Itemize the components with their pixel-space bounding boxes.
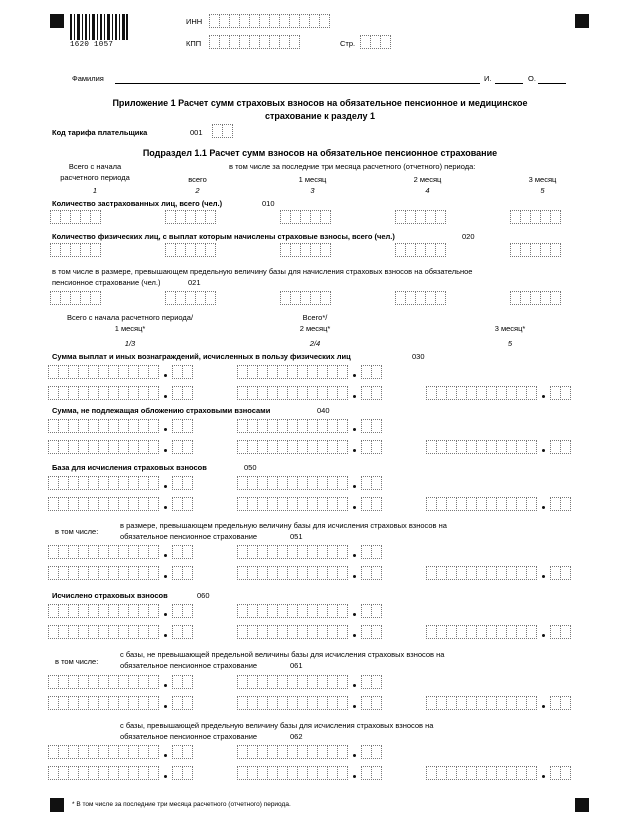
input-cell[interactable]	[337, 625, 348, 639]
row-020-field-4[interactable]	[395, 243, 445, 257]
row-061-field-1-3-kopecks[interactable]	[172, 675, 192, 689]
row-060-field-1-3[interactable]	[48, 604, 158, 618]
row-030-field-5[interactable]	[426, 386, 536, 400]
row-030-field-2-4-b[interactable]	[237, 386, 347, 400]
row-061-field-2-4-b-kopecks[interactable]	[361, 696, 381, 710]
input-cell[interactable]	[560, 386, 571, 400]
input-cell[interactable]	[289, 35, 300, 49]
input-cell[interactable]	[371, 440, 382, 454]
row-030-field-2-4[interactable]	[237, 365, 347, 379]
row-051-incl-label: в том числе:	[55, 527, 99, 536]
row-021-label-line2: пенсионное страхование (чел.)	[52, 278, 161, 287]
row-040-field-5[interactable]	[426, 440, 536, 454]
row-030-field-1-3-b-kopecks[interactable]	[172, 386, 192, 400]
row-051-label-line2: обязательное пенсионное страхование	[120, 532, 258, 541]
input-cell[interactable]	[371, 476, 382, 490]
input-cell[interactable]	[371, 745, 382, 759]
decimal-separator	[164, 374, 167, 377]
input-cell[interactable]	[148, 365, 159, 379]
input-cell[interactable]	[182, 365, 193, 379]
input-cell[interactable]	[526, 766, 537, 780]
input-cell[interactable]	[148, 545, 159, 559]
row-050-label: База для исчисления страховых взносов	[52, 463, 207, 472]
col2-num-3: 5	[507, 339, 513, 348]
col2-num-1: 1/3	[124, 339, 136, 348]
row-010-label: Количество застрахованных лиц, всего (чел.)	[52, 199, 223, 208]
input-cell[interactable]	[371, 566, 382, 580]
col2-num-2: 2/4	[309, 339, 321, 348]
inn-field[interactable]	[209, 14, 329, 28]
input-cell[interactable]	[148, 386, 159, 400]
row-040-field-2-4[interactable]	[237, 419, 347, 433]
decimal-separator	[353, 485, 356, 488]
input-cell[interactable]	[90, 210, 101, 224]
row-051-field-1-3-b-kopecks[interactable]	[172, 566, 192, 580]
decimal-separator	[353, 374, 356, 377]
decimal-separator	[353, 428, 356, 431]
row-050-code: 050	[244, 463, 257, 472]
row-060-field-2-4-kopecks[interactable]	[361, 604, 381, 618]
inn-label: ИНН	[186, 17, 203, 26]
row-021-field-5[interactable]	[510, 291, 560, 305]
input-cell[interactable]	[148, 696, 159, 710]
input-cell[interactable]	[148, 476, 159, 490]
input-cell[interactable]	[320, 243, 331, 257]
tariff-code: 001	[190, 128, 203, 137]
page-number-field[interactable]	[360, 35, 390, 49]
input-cell[interactable]	[182, 476, 193, 490]
input-cell[interactable]	[560, 497, 571, 511]
row-021-label-line1: в том числе в размере, превышающем предельную величину базы для начисления страховых взносов на обязательное	[52, 267, 473, 276]
input-cell[interactable]	[182, 497, 193, 511]
input-cell[interactable]	[371, 365, 382, 379]
input-cell[interactable]	[205, 243, 216, 257]
decimal-separator	[353, 575, 356, 578]
decimal-separator	[164, 506, 167, 509]
input-cell[interactable]	[560, 766, 571, 780]
col-month2: 2 месяц	[413, 175, 442, 184]
decimal-separator	[353, 395, 356, 398]
input-cell[interactable]	[182, 545, 193, 559]
decimal-separator	[353, 554, 356, 557]
input-cell[interactable]	[337, 675, 348, 689]
input-cell[interactable]	[371, 696, 382, 710]
decimal-separator	[353, 634, 356, 637]
input-cell[interactable]	[550, 243, 561, 257]
row-040-field-2-4-b[interactable]	[237, 440, 347, 454]
row-061-field-2-4-kopecks[interactable]	[361, 675, 381, 689]
input-cell[interactable]	[337, 476, 348, 490]
row-061-code: 061	[290, 661, 303, 670]
decimal-separator	[353, 613, 356, 616]
decimal-separator	[353, 754, 356, 757]
corner-marker-top-right	[575, 14, 589, 28]
row-020-field-3[interactable]	[280, 243, 330, 257]
appendix-title-line2: страхование к разделу 1	[264, 111, 375, 121]
decimal-separator	[353, 449, 356, 452]
decimal-separator	[542, 506, 545, 509]
row-030-field-2-4-b-kopecks[interactable]	[361, 386, 381, 400]
input-cell[interactable]	[182, 440, 193, 454]
row-050-field-2-4-kopecks[interactable]	[361, 476, 381, 490]
input-cell[interactable]	[560, 566, 571, 580]
row-051-label-line1: в размере, превышающем предельную величину базы для исчисления страховых взносов на	[120, 521, 447, 530]
col-month3: 3 месяц	[528, 175, 557, 184]
row-060-field-1-3-b-kopecks[interactable]	[172, 625, 192, 639]
row-062-field-2-4-b[interactable]	[237, 766, 347, 780]
row-030-field-1-3-b[interactable]	[48, 386, 158, 400]
row-062-label-line2: обязательное пенсионное страхование	[120, 732, 258, 741]
row-051-field-2-4-kopecks[interactable]	[361, 545, 381, 559]
row-051-code: 051	[290, 532, 303, 541]
row-062-field-2-4-kopecks[interactable]	[361, 745, 381, 759]
input-cell[interactable]	[435, 291, 446, 305]
row-021-field-2[interactable]	[165, 291, 215, 305]
footer-note: * В том числе за последние три месяца расчетного (отчетного) периода.	[72, 801, 291, 808]
decimal-separator	[542, 775, 545, 778]
input-cell[interactable]	[337, 766, 348, 780]
row-030-field-1-3[interactable]	[48, 365, 158, 379]
tariff-label: Код тарифа плательщика	[52, 128, 148, 137]
col-num-4: 4	[425, 186, 430, 195]
decimal-separator	[542, 395, 545, 398]
row-030-field-2-4-kopecks[interactable]	[361, 365, 381, 379]
input-cell[interactable]	[371, 766, 382, 780]
input-cell[interactable]	[371, 545, 382, 559]
input-cell[interactable]	[526, 497, 537, 511]
decimal-separator	[353, 775, 356, 778]
row-060-field-1-3-b[interactable]	[48, 625, 158, 639]
row-010-code: 010	[262, 199, 275, 208]
input-cell[interactable]	[371, 604, 382, 618]
row-050-field-5[interactable]	[426, 497, 536, 511]
row-062-field-1-3-b[interactable]	[48, 766, 158, 780]
row-010-field-3[interactable]	[280, 210, 330, 224]
input-cell[interactable]	[337, 545, 348, 559]
input-cell[interactable]	[560, 440, 571, 454]
row-051-field-1-3-b[interactable]	[48, 566, 158, 580]
input-cell[interactable]	[337, 365, 348, 379]
row-061-field-2-4-b[interactable]	[237, 696, 347, 710]
row-051-field-1-3-kopecks[interactable]	[172, 545, 192, 559]
row-062-code: 062	[290, 732, 303, 741]
input-cell[interactable]	[337, 604, 348, 618]
row-010-field-2[interactable]	[165, 210, 215, 224]
col2-total-line1: Всего*/	[302, 313, 328, 322]
row-020-field-2[interactable]	[165, 243, 215, 257]
row-060-code: 060	[197, 591, 210, 600]
col2-since-start-line2: 1 месяц*	[114, 324, 146, 333]
input-cell[interactable]	[435, 243, 446, 257]
row-040-field-1-3-b-kopecks[interactable]	[172, 440, 192, 454]
row-061-field-5[interactable]	[426, 696, 536, 710]
input-cell[interactable]	[182, 696, 193, 710]
input-cell[interactable]	[182, 675, 193, 689]
input-cell[interactable]	[148, 604, 159, 618]
row-061-field-5-kopecks[interactable]	[550, 696, 570, 710]
col-num-3: 3	[310, 186, 315, 195]
corner-marker-top-left	[50, 14, 64, 28]
row-050-field-1-3-b[interactable]	[48, 497, 158, 511]
col2-month3: 3 месяц*	[494, 324, 526, 333]
row-050-field-5-kopecks[interactable]	[550, 497, 570, 511]
row-060-field-5[interactable]	[426, 625, 536, 639]
row-030-field-1-3-kopecks[interactable]	[172, 365, 192, 379]
row-040-field-2-4-b-kopecks[interactable]	[361, 440, 381, 454]
kpp-label: КПП	[186, 39, 202, 48]
col-since-start-line2: расчетного периода	[60, 173, 130, 182]
row-061-field-1-3-b[interactable]	[48, 696, 158, 710]
row-030-label: Сумма выплат и иных вознаграждений, исчисленных в пользу физических лиц	[52, 352, 351, 361]
input-cell[interactable]	[337, 440, 348, 454]
input-cell[interactable]	[371, 386, 382, 400]
surname-label: Фамилия	[72, 74, 104, 83]
page-label: Стр.	[340, 39, 356, 48]
row-040-field-1-3[interactable]	[48, 419, 158, 433]
row-061-field-2-4[interactable]	[237, 675, 347, 689]
decimal-separator	[353, 705, 356, 708]
col-num-2: 2	[195, 186, 200, 195]
decimal-separator	[164, 575, 167, 578]
input-cell[interactable]	[148, 766, 159, 780]
row-050-field-2-4-b[interactable]	[237, 497, 347, 511]
row-062-field-2-4-b-kopecks[interactable]	[361, 766, 381, 780]
surname-field[interactable]	[115, 83, 480, 84]
row-062-label-line1: с базы, превышающей предельную величину базы для исчисления страховых взносов на	[120, 721, 434, 730]
input-cell[interactable]	[182, 766, 193, 780]
row-051-field-5-kopecks[interactable]	[550, 566, 570, 580]
decimal-separator	[164, 554, 167, 557]
initial-i-field[interactable]	[495, 83, 523, 84]
row-060-field-2-4-b[interactable]	[237, 625, 347, 639]
row-061-field-1-3-b-kopecks[interactable]	[172, 696, 192, 710]
row-021-code: 021	[188, 278, 201, 287]
row-020-field-1[interactable]	[50, 243, 100, 257]
input-cell[interactable]	[148, 419, 159, 433]
tariff-field[interactable]	[212, 124, 232, 138]
input-cell[interactable]	[380, 35, 391, 49]
input-cell[interactable]	[550, 210, 561, 224]
row-060-field-2-4-b-kopecks[interactable]	[361, 625, 381, 639]
input-cell[interactable]	[148, 440, 159, 454]
row-040-field-1-3-kopecks[interactable]	[172, 419, 192, 433]
corner-marker-bottom-right	[575, 798, 589, 812]
input-cell[interactable]	[148, 625, 159, 639]
input-cell[interactable]	[371, 625, 382, 639]
input-cell[interactable]	[205, 210, 216, 224]
row-061-incl-label: в том числе:	[55, 657, 99, 666]
row-051-field-2-4-b[interactable]	[237, 566, 347, 580]
row-050-field-1-3-b-kopecks[interactable]	[172, 497, 192, 511]
col2-total-line2: 2 месяц*	[299, 324, 331, 333]
row-010-field-5[interactable]	[510, 210, 560, 224]
row-060-label: Исчислено страховых взносов	[52, 591, 168, 600]
input-cell[interactable]	[320, 291, 331, 305]
input-cell[interactable]	[182, 386, 193, 400]
row-062-field-1-3[interactable]	[48, 745, 158, 759]
row-060-field-2-4[interactable]	[237, 604, 347, 618]
corner-marker-bottom-left	[50, 798, 64, 812]
input-cell[interactable]	[182, 419, 193, 433]
row-061-label-line2: обязательное пенсионное страхование	[120, 661, 258, 670]
initial-o-field[interactable]	[538, 83, 566, 84]
row-060-field-5-kopecks[interactable]	[550, 625, 570, 639]
row-061-field-1-3[interactable]	[48, 675, 158, 689]
row-021-field-1[interactable]	[50, 291, 100, 305]
row-062-field-5[interactable]	[426, 766, 536, 780]
row-040-label: Сумма, не подлежащая обложению страховыми взносами	[52, 406, 271, 415]
input-cell[interactable]	[550, 291, 561, 305]
decimal-separator	[542, 634, 545, 637]
barcode-number: 1620 1057	[70, 41, 114, 49]
input-cell[interactable]	[337, 696, 348, 710]
input-cell[interactable]	[337, 745, 348, 759]
decimal-separator	[542, 575, 545, 578]
row-040-field-1-3-b[interactable]	[48, 440, 158, 454]
input-cell[interactable]	[182, 625, 193, 639]
input-cell[interactable]	[148, 497, 159, 511]
col-last-three-months: в том числе за последние три месяца расчетного (отчетного) периода:	[229, 162, 476, 171]
initial-o-label: О.	[528, 74, 536, 83]
input-cell[interactable]	[319, 14, 330, 28]
row-020-label: Количество физических лиц, с выплат которым начислены страховые взносы, всего (чел.)	[52, 232, 395, 241]
input-cell[interactable]	[182, 745, 193, 759]
row-010-field-4[interactable]	[395, 210, 445, 224]
input-cell[interactable]	[90, 291, 101, 305]
input-cell[interactable]	[148, 675, 159, 689]
input-cell[interactable]	[526, 440, 537, 454]
input-cell[interactable]	[560, 625, 571, 639]
col-total: всего	[188, 175, 207, 184]
input-cell[interactable]	[337, 566, 348, 580]
initial-i-label: И.	[484, 74, 492, 83]
decimal-separator	[164, 775, 167, 778]
barcode	[70, 14, 128, 50]
col-month1: 1 месяц	[298, 175, 327, 184]
kpp-field[interactable]	[209, 35, 299, 49]
row-060-field-1-3-kopecks[interactable]	[172, 604, 192, 618]
decimal-separator	[164, 634, 167, 637]
col-since-start-line1: Всего с начала	[68, 162, 122, 171]
decimal-separator	[164, 613, 167, 616]
col-num-1: 1	[92, 186, 98, 195]
col2-since-start-line1: Всего с начала расчетного периода/	[66, 313, 194, 322]
row-051-field-1-3[interactable]	[48, 545, 158, 559]
input-cell[interactable]	[526, 696, 537, 710]
input-cell[interactable]	[526, 566, 537, 580]
input-cell[interactable]	[371, 675, 382, 689]
input-cell[interactable]	[526, 625, 537, 639]
decimal-separator	[164, 449, 167, 452]
input-cell[interactable]	[90, 243, 101, 257]
decimal-separator	[542, 705, 545, 708]
input-cell[interactable]	[337, 386, 348, 400]
row-051-field-2-4[interactable]	[237, 545, 347, 559]
row-021-field-4[interactable]	[395, 291, 445, 305]
appendix-title: Приложение 1 Расчет сумм страховых взносов на обязательное пенсионное и медицинское	[112, 98, 528, 108]
row-050-field-2-4[interactable]	[237, 476, 347, 490]
row-050-field-1-3[interactable]	[48, 476, 158, 490]
input-cell[interactable]	[205, 291, 216, 305]
subsection-title: Подраздел 1.1 Расчет сумм взносов на обязательное пенсионное страхование	[142, 148, 498, 158]
row-062-field-2-4[interactable]	[237, 745, 347, 759]
decimal-separator	[164, 485, 167, 488]
input-cell[interactable]	[526, 386, 537, 400]
decimal-separator	[164, 705, 167, 708]
row-040-field-2-4-kopecks[interactable]	[361, 419, 381, 433]
row-030-field-5-kopecks[interactable]	[550, 386, 570, 400]
decimal-separator	[164, 395, 167, 398]
input-cell[interactable]	[371, 419, 382, 433]
input-cell[interactable]	[222, 124, 233, 138]
input-cell[interactable]	[148, 566, 159, 580]
input-cell[interactable]	[371, 497, 382, 511]
input-cell[interactable]	[148, 745, 159, 759]
input-cell[interactable]	[182, 604, 193, 618]
row-050-field-2-4-b-kopecks[interactable]	[361, 497, 381, 511]
row-040-code: 040	[317, 406, 330, 415]
decimal-separator	[164, 754, 167, 757]
decimal-separator	[542, 449, 545, 452]
row-051-field-5[interactable]	[426, 566, 536, 580]
input-cell[interactable]	[182, 566, 193, 580]
row-020-field-5[interactable]	[510, 243, 560, 257]
decimal-separator	[164, 428, 167, 431]
row-010-field-1[interactable]	[50, 210, 100, 224]
input-cell[interactable]	[337, 497, 348, 511]
row-062-field-1-3-kopecks[interactable]	[172, 745, 192, 759]
row-062-field-1-3-b-kopecks[interactable]	[172, 766, 192, 780]
row-050-field-1-3-kopecks[interactable]	[172, 476, 192, 490]
input-cell[interactable]	[337, 419, 348, 433]
input-cell[interactable]	[560, 696, 571, 710]
row-061-label-line1: с базы, не превышающей предельной величины базы для исчисления страховых взносов на	[120, 650, 445, 659]
decimal-separator	[164, 684, 167, 687]
row-040-field-5-kopecks[interactable]	[550, 440, 570, 454]
row-020-code: 020	[462, 232, 475, 241]
decimal-separator	[353, 684, 356, 687]
input-cell[interactable]	[320, 210, 331, 224]
row-021-field-3[interactable]	[280, 291, 330, 305]
decimal-separator	[353, 506, 356, 509]
row-051-field-2-4-b-kopecks[interactable]	[361, 566, 381, 580]
col-num-5: 5	[540, 186, 545, 195]
input-cell[interactable]	[435, 210, 446, 224]
row-062-field-5-kopecks[interactable]	[550, 766, 570, 780]
row-030-code: 030	[412, 352, 425, 361]
